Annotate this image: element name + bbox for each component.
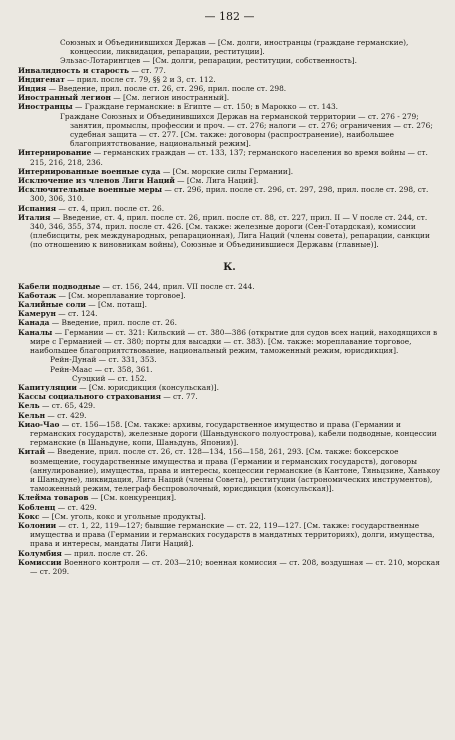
index-entry-inostrancy: [18, 102, 441, 111]
entry-text: — Германии — ст. 321: Кильский — ст. 380—386 (открытие для судов всех наций, находящихся в мире с Германией — ст. 380; порты для высадки — ст. 383). [См. также: мореплавание торговое, наибольшее благоприятствование, национальный режим, таможенный режим, юрисдикция].: [30, 327, 438, 356]
entry-text: — [См. юрисдикция (консульская)].: [76, 382, 219, 392]
entry-text: — прил. после ст. 26.: [61, 548, 148, 558]
entry-text: Рейн-Маас — ст. 358, 361.: [50, 364, 153, 374]
index-entry-koks: [18, 512, 441, 521]
index-entry-kapitulyacii: [18, 383, 441, 392]
entry-headword: Каботаж: [18, 290, 57, 300]
entry-text: — Введение, прил. после ст. 26.: [49, 318, 177, 328]
entry-headword: Индигенат: [18, 74, 65, 84]
index-entry-grazhdane-soyuznyh: [18, 112, 441, 149]
entry-text: — прил. после ст. 79, §§ 2 и 3, ст. 112.: [64, 74, 216, 84]
entries-list-i: [18, 38, 441, 250]
entry-text: Рейн-Дунай — ст. 331, 353.: [50, 355, 157, 365]
index-entry-soyuznye-cont-1: [18, 38, 441, 56]
entry-headword: Канада: [18, 318, 50, 328]
entry-headword: Иностранцы: [18, 102, 73, 112]
entry-text: — [См. морские силы Германии].: [160, 166, 294, 176]
entry-text: — [См. конкуренция].: [88, 493, 177, 503]
index-entry-kleyma: [18, 493, 441, 502]
index-entry-indigenat: [18, 75, 441, 84]
entry-headword: Исключительные военные меры: [18, 185, 163, 195]
entry-text: Суэцкий — ст. 152.: [72, 373, 147, 383]
entry-text: — ст. 4, прил. после ст. 26.: [56, 203, 165, 213]
entry-text: — Граждане германские: в Египте — ст. 150; в Марокко — ст. 143.: [72, 102, 338, 112]
index-entry-indiya: [18, 84, 441, 93]
entry-text: — [См. легион иностранный].: [110, 93, 230, 103]
index-entry-kanaly: [18, 328, 441, 356]
index-entry-keln: [18, 411, 441, 420]
index-entry-internirovannye: [18, 167, 441, 176]
index-entry-isklyuchenie: [18, 176, 441, 185]
entry-text: — ст. 296, прил. после ст. 296, ст. 297, 298, прил. после ст. 298, ст. 300, 306, 310.: [30, 185, 429, 204]
index-entry-kitay: [18, 447, 441, 493]
entry-text: — ст. 156, 244, прил. VII после ст. 244.: [100, 281, 255, 291]
entry-headword: Исключение из членов Лиги Наций: [18, 176, 175, 186]
entry-headword: Кобленц: [18, 502, 56, 512]
index-entry-komissii: [18, 558, 441, 576]
entries-list-k: [18, 282, 441, 577]
entry-headword: Калийные соли: [18, 300, 86, 310]
entry-headword: Италия: [18, 212, 51, 222]
entry-text: — ст. 429.: [55, 502, 97, 512]
entry-headword: Кокс: [18, 511, 40, 521]
entry-headword: Кель: [18, 401, 40, 411]
index-entry-elzas: [18, 56, 441, 65]
entry-text: — германских граждан — ст. 133, 137; германского населения во время войны — ст. 215, 216, 218, 236.: [30, 148, 428, 167]
entry-text: Граждане Союзных и Объединившихся Держав на германской территории — ст. 276 - 279; занятия, промыслы, профессии и проч. — ст. 276; налоги — ст. 276; ограничения — ст. 276; судебная защита — ст. 277. [См. также: договоры (распространение), наибольшее благоприятствование, национальный режим].: [60, 111, 433, 149]
index-entry-kanada: [18, 318, 441, 327]
entry-headword: Колонии: [18, 520, 57, 530]
index-entry-koblenc: [18, 503, 441, 512]
entry-headword: Интернированные военные суда: [18, 166, 161, 176]
entry-headword: Каналы: [18, 327, 53, 337]
index-entry-kabeli: [18, 282, 441, 291]
entry-text: — [См. Лига Наций].: [174, 176, 259, 186]
entry-text: — ст. 77.: [129, 65, 166, 75]
entry-text: — Введение, ст. 4, прил. после ст. 26, прил. после ст. 88, ст. 227, прил. II — V после ст. 244, ст. 340, 346, 355, 374, прил. после ст. 426. [См. также: железные дороги (Сен-Готардская), комиссии (плебисциты, рек международных, репарационная), Лига Наций (члены совета), репарации, санкции (по отношению к виновникам войны), Союзные и Объединившиеся Державы (главные)].: [30, 212, 430, 250]
entry-headword: Кассы социального страхования: [18, 392, 161, 402]
entry-headword: Клейма товаров: [18, 493, 89, 503]
entry-text: — [См. поташ].: [85, 300, 147, 310]
index-entry-reyn-maas: [18, 365, 441, 374]
entry-headword: Киао-Чао: [18, 419, 60, 429]
index-entry-kaliynye: [18, 300, 441, 309]
entry-text: — ст. 124.: [55, 309, 98, 319]
index-entry-kolumbiya: [18, 549, 441, 558]
index-entry-italiya: [18, 213, 441, 250]
index-entry-kassy: [18, 392, 441, 401]
entry-text: — ст. 77.: [160, 392, 198, 402]
entry-text: Эльзас-Лотарингцев — [См. долги, репарации, реституции, собственность].: [60, 56, 358, 66]
entry-headword: Кабели подводные: [18, 281, 101, 291]
index-entry-kiao-chao: [18, 420, 441, 448]
entry-headword: Комиссии: [18, 557, 62, 567]
section-letter: К.: [223, 261, 236, 273]
index-entry-legion: [18, 93, 441, 102]
entry-headword: Кельн: [18, 410, 46, 420]
entry-text: — ст. 429.: [45, 410, 87, 420]
entry-text: Военного контроля — ст. 203—210; военная комиссия — ст. 208, воздушная — ст. 210, морская — ст. 209.: [30, 557, 440, 576]
entry-text: — [См. уголь, кокс и угольные продукты].: [39, 511, 206, 521]
entry-headword: Камерун: [18, 309, 56, 319]
index-entry-invalidnost: [18, 66, 441, 75]
index-entry-internirovanie: [18, 148, 441, 166]
index-entry-isklyuchitelnye: [18, 185, 441, 203]
entry-headword: Капитуляции: [18, 382, 77, 392]
index-entry-sueckiy: [18, 374, 441, 383]
entry-headword: Китай: [18, 447, 46, 457]
index-entry-ispaniya: [18, 204, 441, 213]
entry-text: — ст. 1, 22, 119—127; бывшие германские — ст. 22, 119—127. [См. также: государственные имущества и права (Германии и германских государств в мандатных территориях), долги, имущества, права и интересы, мандаты Лиги Наций].: [30, 520, 435, 549]
entry-text: — [См. мореплавание торговое].: [56, 290, 186, 300]
entry-text: — ст. 156—158. [См. также: архивы, государственное имущество и права (Германии и германских государств), железные дороги (Шаньдунского полуострова), кабели подводные, концессии германские (в Шаньдуне, копи, Шаньдунь, Япония)].: [30, 419, 437, 448]
entry-headword: Интернирование: [18, 148, 92, 158]
entry-headword: Испания: [18, 203, 57, 213]
index-entry-kolonii: [18, 521, 441, 549]
entry-text: — Введение, прил. после ст. 26, ст. 128—134, 156—158, 261, 293. [См. также: боксерское возмещение, государственные имущества и права (Германии и германских государств), договоры (аннулирование), имущества, права и интересы, концессии германские (в Кантоне, Тяньцзине, Ханькоу и Шаньдуне), ликвидация, Лига Наций (члены Совета), реституции (астрономических инструментов), таможенный режим, телеграф беспроволочный, юрисдикция (консульская)].: [30, 447, 441, 494]
page-number: — 182 —: [204, 10, 255, 23]
entry-text: — ст. 65, 429.: [39, 401, 96, 411]
index-entry-kabotazh: [18, 291, 441, 300]
entry-headword: Колумбия: [18, 548, 62, 558]
index-entry-reyn-dunay: [18, 355, 441, 364]
entry-headword: Индия: [18, 84, 47, 94]
entry-text: — Введение, прил. после ст. 26, ст. 296, прил. после ст. 298.: [46, 84, 287, 94]
entry-text: Союзных и Объединившихся Держав — [См. долги, иностранцы (граждане германские), концессии, ликвидация, репарации, реституции].: [60, 38, 409, 57]
index-entry-kamerun: [18, 309, 441, 318]
index-entry-kel: [18, 401, 441, 410]
entry-headword: Иностранный легион: [18, 93, 111, 103]
entry-headword: Инвалидность и старость: [18, 65, 130, 75]
